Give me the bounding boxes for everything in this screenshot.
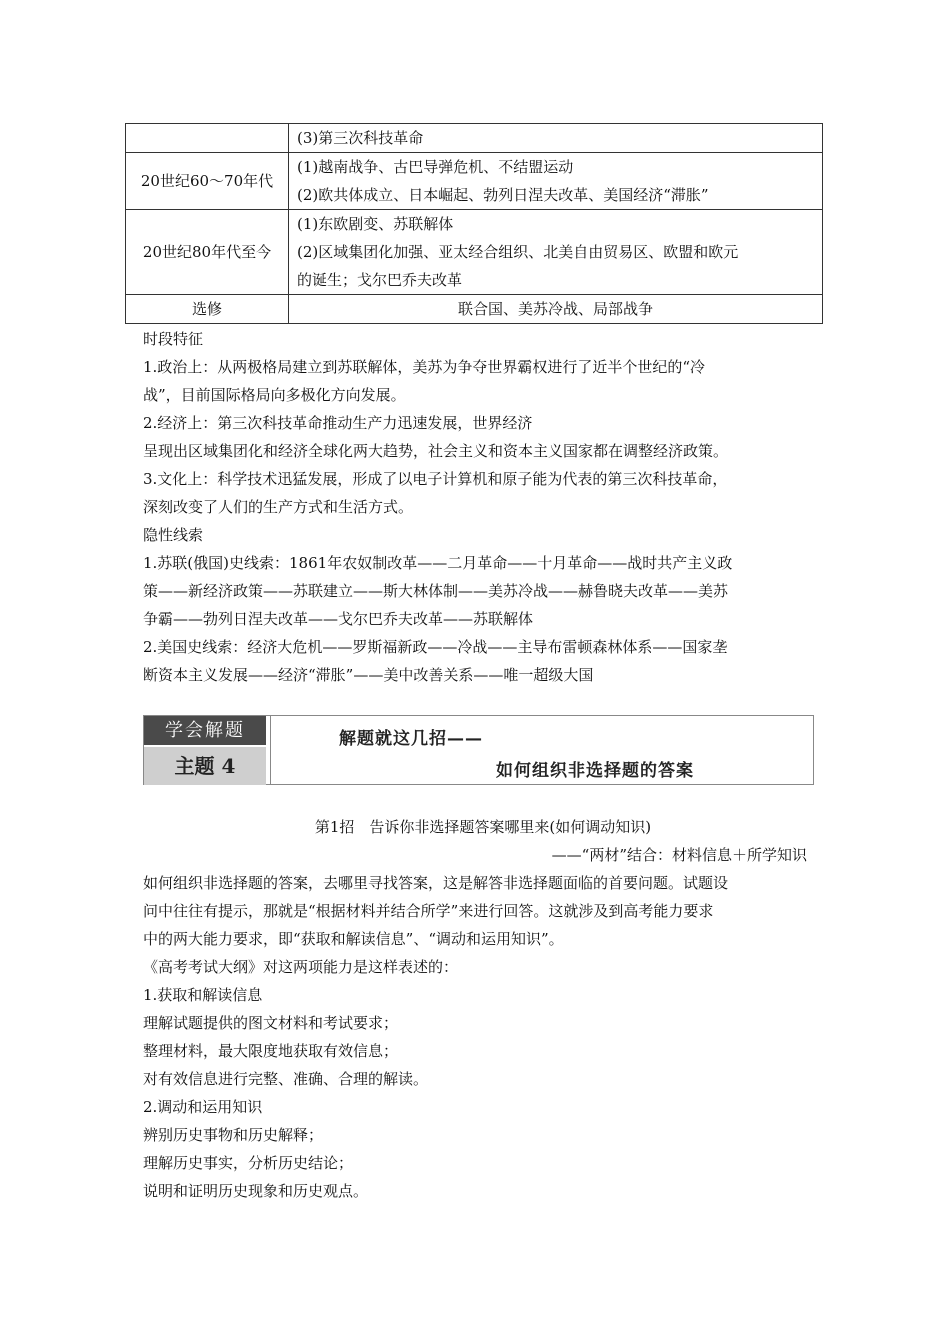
section-heading: 隐性线索 [143, 526, 204, 544]
table-cell-line: (3)第三次科技革命 [297, 129, 424, 147]
paragraph-line: 问中往往有提示，那就是“根据材料并结合所学”来进行回答。这就涉及到高考能力要求 [143, 902, 714, 920]
table-cell-line: (2)欧共体成立、日本崛起、勃列日涅夫改革、美国经济“滞胀” [297, 186, 709, 204]
paragraph-line: 2.美国史线索：经济大危机——罗斯福新政——冷战——主导布雷顿森林体系——国家垄 [143, 638, 728, 656]
table-cell-events [289, 124, 823, 153]
section-heading: 时段特征 [143, 330, 204, 348]
paragraph-line: 2.经济上：第三次科技革命推动生产力迅速发展，世界经济 [143, 414, 533, 432]
section-subtitle-right: ——“两材”结合：材料信息＋所学知识 [551, 846, 807, 864]
table-cell-line: 的诞生；戈尔巴乔夫改革 [297, 271, 463, 289]
paragraph-line: 争霸——勃列日涅夫改革——戈尔巴乔夫改革——苏联解体 [143, 610, 534, 628]
table-cell-events [289, 153, 823, 210]
history-period-table [125, 123, 823, 324]
table-cell-events [289, 295, 823, 324]
table-cell-period: 20世纪60～70年代 [126, 153, 289, 210]
topic-banner [143, 715, 814, 785]
table-row [126, 124, 823, 153]
banner-title-line1: 解题就这几招—— [339, 729, 483, 749]
paragraph-line: 《高考考试大纲》对这两项能力是这样表述的： [143, 958, 459, 976]
paragraph-line: 如何组织非选择题的答案，去哪里寻找答案，这是解答非选择题面临的首要问题。试题设 [143, 874, 729, 892]
table-row [126, 153, 823, 210]
banner-tag-bottom: 主题 4 [144, 747, 266, 785]
paragraph-line: 辨别历史事物和历史解释； [143, 1126, 324, 1144]
paragraph-line: 1.获取和解读信息 [143, 986, 263, 1004]
table-cell-period [126, 124, 289, 153]
banner-title-line2: 如何组织非选择题的答案 [496, 761, 694, 781]
table-row [126, 295, 823, 324]
paragraph-line: 说明和证明历史现象和历史观点。 [143, 1182, 369, 1200]
paragraph-line: 3.文化上：科学技术迅猛发展，形成了以电子计算机和原子能为代表的第三次科技革命， [143, 470, 728, 488]
method-section [143, 869, 823, 1205]
table-row [126, 210, 823, 295]
section-subtitle: 第1招 告诉你非选择题答案哪里来(如何调动知识) [314, 818, 652, 836]
paragraph-line: 整理材料，最大限度地获取有效信息； [143, 1042, 399, 1060]
paragraph-line: 深刻改变了人们的生产方式和生活方式。 [143, 498, 414, 516]
paragraph-line: 中的两大能力要求，即“获取和解读信息”、“调动和运用知识”。 [143, 930, 564, 948]
paragraph-line: 断资本主义发展——经济“滞胀”——美中改善关系——唯一超级大国 [143, 666, 594, 684]
paragraph-line: 呈现出区域集团化和经济全球化两大趋势，社会主义和资本主义国家都在调整经济政策。 [143, 442, 729, 460]
table-cell-line: (2)区域集团化加强、亚太经合组织、北美自由贸易区、欧盟和欧元 [297, 243, 739, 261]
table-cell-line: 联合国、美苏冷战、局部战争 [457, 300, 653, 318]
table-cell-line: (1)越南战争、古巴导弹危机、不结盟运动 [297, 158, 574, 176]
table-cell-line: (1)东欧剧变、苏联解体 [297, 215, 454, 233]
paragraph-line: 策——新经济政策——苏联建立——斯大林体制——美苏冷战——赫鲁晓夫改革——美苏 [143, 582, 729, 600]
table-cell-period: 选修 [126, 295, 289, 324]
table-cell-events [289, 210, 823, 295]
paragraph-line: 理解历史事实，分析历史结论； [143, 1154, 354, 1172]
paragraph-line: 理解试题提供的图文材料和考试要求； [143, 1014, 399, 1032]
paragraph-line: 战”，目前国际格局向多极化方向发展。 [143, 386, 406, 404]
table-cell-period: 20世纪80年代至今 [126, 210, 289, 295]
paragraph-line: 1.苏联(俄国)史线索：1861年农奴制改革——二月革命——十月革命——战时共产主义政 [143, 554, 733, 572]
paragraph-line: 2.调动和运用知识 [143, 1098, 263, 1116]
banner-tag-top: 学会解题 [144, 716, 266, 745]
period-features-section [143, 325, 823, 689]
paragraph-line: 对有效信息进行完整、准确、合理的解读。 [143, 1070, 429, 1088]
banner-divider [266, 716, 271, 784]
paragraph-line: 1.政治上：从两极格局建立到苏联解体，美苏为争夺世界霸权进行了近半个世纪的“冷 [143, 358, 705, 376]
